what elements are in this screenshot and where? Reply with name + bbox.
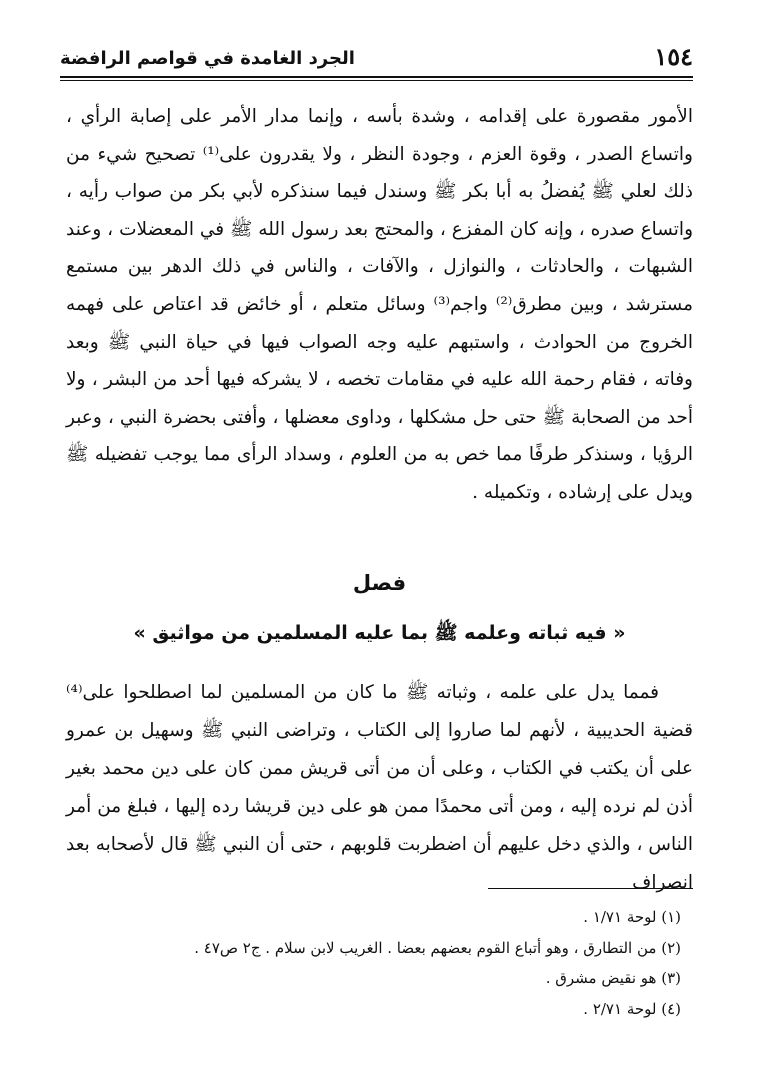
body-paragraph-2: [66, 674, 693, 902]
footnote-1: (١) لوحة ١/٧١ .: [583, 908, 681, 926]
footnote-2: (٢) من التطارق ، وهو أتباع القوم بعضهم بعضا . الغريب لابن سلام . ج٢ ص٤٧ .: [194, 938, 681, 957]
page-header: [60, 38, 693, 72]
paragraph-text: الأمور مقصورة على إقدامه ، وشدة بأسه ، وإنما مدار الأمر على إصابة الرأي ، واتساع الصدر ، وقوة العزم ، وجودة النظر ، ولا يقدرون على⁽¹⁾ تصحيح شيء من ذلك لعلي ﷺ يُفضلُ به أبا بكر ﷺ وسندل فيما سنذكره لأبي بكر من صواب رأيه ، واتساع صدره ، وإنه كان المفزع ، والمحتج بعد رسول الله ﷺ في المعضلات ، وعند الشبهات ، والحادثات ، والنوازل ، والآفات ، والناس في ذلك الدهر بين مستمع مسترشد ، وبين مطرق⁽²⁾ واجم⁽³⁾ وسائل متعلم ، أو خائض قد اعتاص على فهمه الخروج من الحوادث ، واستبهم عليه وجه الصواب فيها في حياة النبي ﷺ وبعد وفاته ، فقام رحمة الله عليه في مقامات تخصه ، لا يشركه فيها أحد من البشر ، ولا أحد من الصحابة ﷺ حتى حل مشكلها ، وداوى معضلها ، وأفتى بحضرة النبي ، وعبر الرؤيا ، وسنذكر طرفًا مما خص به من العلوم ، وسداد الرأى مما يوجب تفضيله ﷺ ويدل على إرشاده ، وتكميله .: [66, 106, 693, 503]
header-rule: [60, 76, 693, 81]
running-title: الجرد الغامدة في قواصم الرافضة: [60, 48, 355, 69]
footnote-3: (٣) هو نقيض مشرق .: [545, 969, 681, 987]
body-paragraph-1: [66, 98, 693, 512]
footnote-separator: [488, 888, 693, 889]
section-title: فصل: [352, 571, 407, 595]
section-subtitle: « فيه ثباته وعلمه ﷺ بما عليه المسلمين من مواثيق »: [133, 622, 626, 644]
footnotes: [66, 902, 681, 1024]
paragraph-text: فمما يدل على علمه ، وثباته ﷺ ما كان من المسلمين لما اصطلحوا على⁽⁴⁾ قضية الحديبية ، لأنهم لما صاروا إلى الكتاب ، وتراضى النبي ﷺ وسهيل بن عمرو على أن يكتب في الكتاب ، وعلى أن من أتى قريش ممن كان على دين محمد بغير أذن لم نرده إليه ، ومن أتى محمدًا ممن هو على دين قريشا رده إليها ، فبلغ من أمر الناس ، والذي دخل عليهم أن اضطربت قلوبهم ، حتى أن النبي ﷺ قال لأصحابه بعد انصراف: [66, 682, 693, 893]
footnote-4: (٤) لوحة ٢/٧١ .: [583, 999, 681, 1018]
page-number: ١٥٤: [654, 42, 693, 71]
